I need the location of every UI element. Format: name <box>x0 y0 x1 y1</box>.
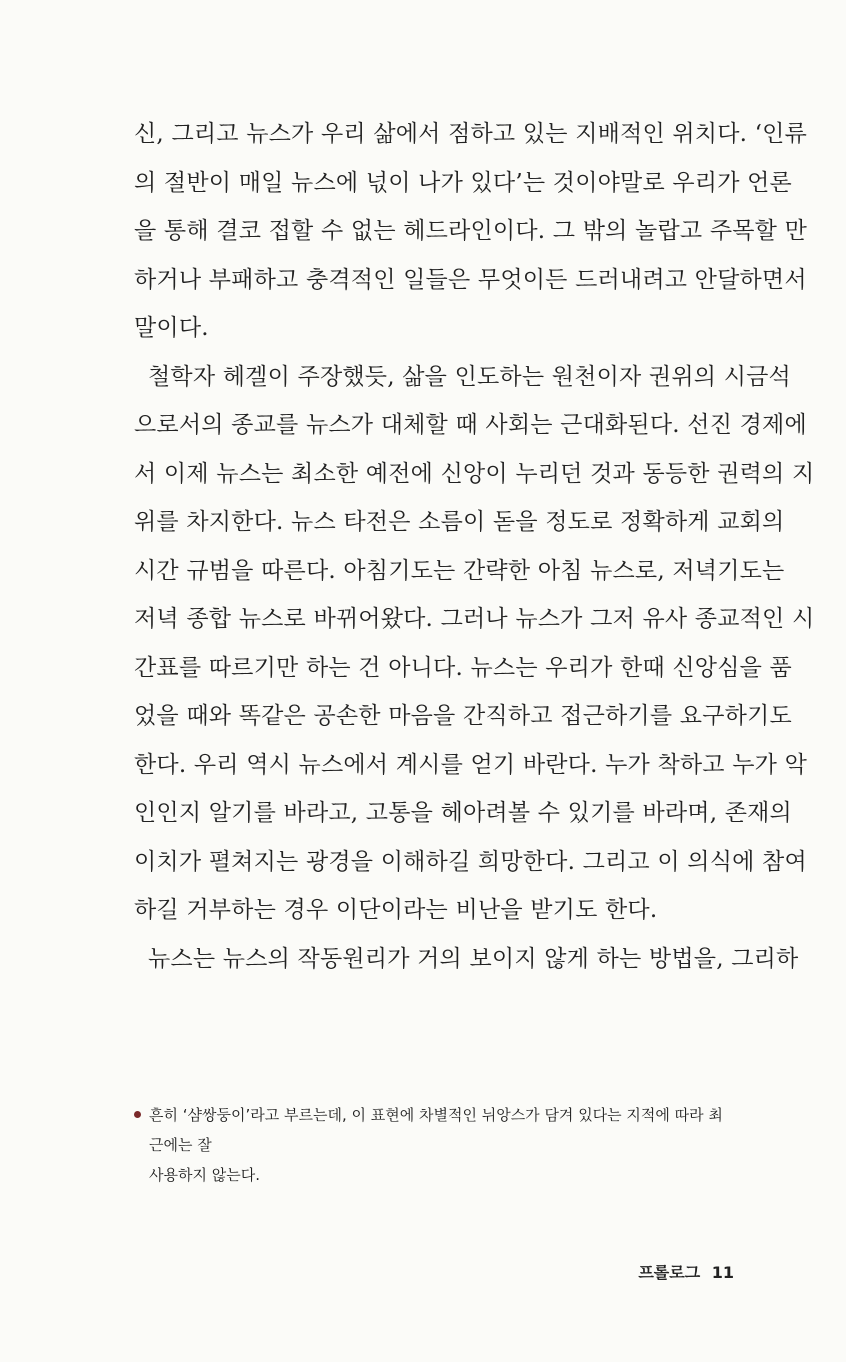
text-line: 한다. 우리 역시 뉴스에서 계시를 얻기 바란다. 누가 착하고 누가 악 <box>134 751 808 778</box>
text-line: 이치가 펼쳐지는 광경을 이해하길 희망한다. 그리고 이 의식에 참여 <box>134 848 807 875</box>
text-line: 철학자 헤겔이 주장했듯, 삶을 인도하는 원천이자 권위의 시금석 <box>148 363 791 390</box>
text-line: 을 통해 결코 접할 수 없는 헤드라인이다. 그 밖의 놀랍고 주목할 만 <box>134 218 808 244</box>
footnote-row <box>134 1100 730 1190</box>
text-line: 하거나 부패하고 충격적인 일들은 무엇이든 드러내려고 안달하면서 <box>134 266 807 293</box>
text-line: 의 절반이 매일 뉴스에 넋이 나가 있다’는 것이야말로 우리가 언론 <box>134 169 792 196</box>
page-number: 11 <box>711 1263 734 1282</box>
text-line: 서 이제 뉴스는 최소한 예전에 신앙이 누리던 것과 동등한 권력의 지 <box>134 460 815 487</box>
bullet-icon <box>134 1111 141 1118</box>
section-title: 프롤로그 <box>638 1263 701 1282</box>
text-line: 위를 차지한다. 뉴스 타전은 소름이 돋을 정도로 정확하게 교회의 <box>134 509 785 535</box>
text-line: 으로서의 종교를 뉴스가 대체할 때 사회는 근대화된다. 선진 경제에 <box>134 412 807 438</box>
text-line: 하길 거부하는 경우 이단이라는 비난을 받기도 한다. <box>134 897 658 923</box>
text-line: 시간 규범을 따른다. 아침기도는 간략한 아침 뉴스로, 저녁기도는 <box>134 557 785 584</box>
page-footer <box>638 1260 734 1283</box>
text-line: 었을 때와 똑같은 공손한 마음을 간직하고 접근하기를 요구하기도 <box>134 703 792 729</box>
text-line: 뉴스는 뉴스의 작동원리가 거의 보이지 않게 하는 방법을, 그리하 <box>148 945 799 972</box>
text-line: 저녁 종합 뉴스로 바뀌어왔다. 그러나 뉴스가 그저 유사 종교적인 시 <box>134 606 815 632</box>
body-text <box>134 110 815 983</box>
footnote-text: 흔히 ‘샴쌍둥이’라고 부르는데, 이 표현에 차별적인 뉘앙스가 담겨 있다는 지적에 따라 최근에는 잘 사용하지 않는다. <box>149 1106 723 1184</box>
text-line: 인인지 알기를 바라고, 고통을 헤아려볼 수 있기를 바라며, 존재의 <box>134 800 792 826</box>
text-line: 간표를 따르기만 하는 건 아니다. 뉴스는 우리가 한때 신앙심을 품 <box>134 654 792 681</box>
text-line: 신, 그리고 뉴스가 우리 삶에서 점하고 있는 지배적인 위치다. ‘인류 <box>134 121 808 147</box>
text-line: 말이다. <box>134 315 209 341</box>
footnote <box>134 1100 730 1190</box>
